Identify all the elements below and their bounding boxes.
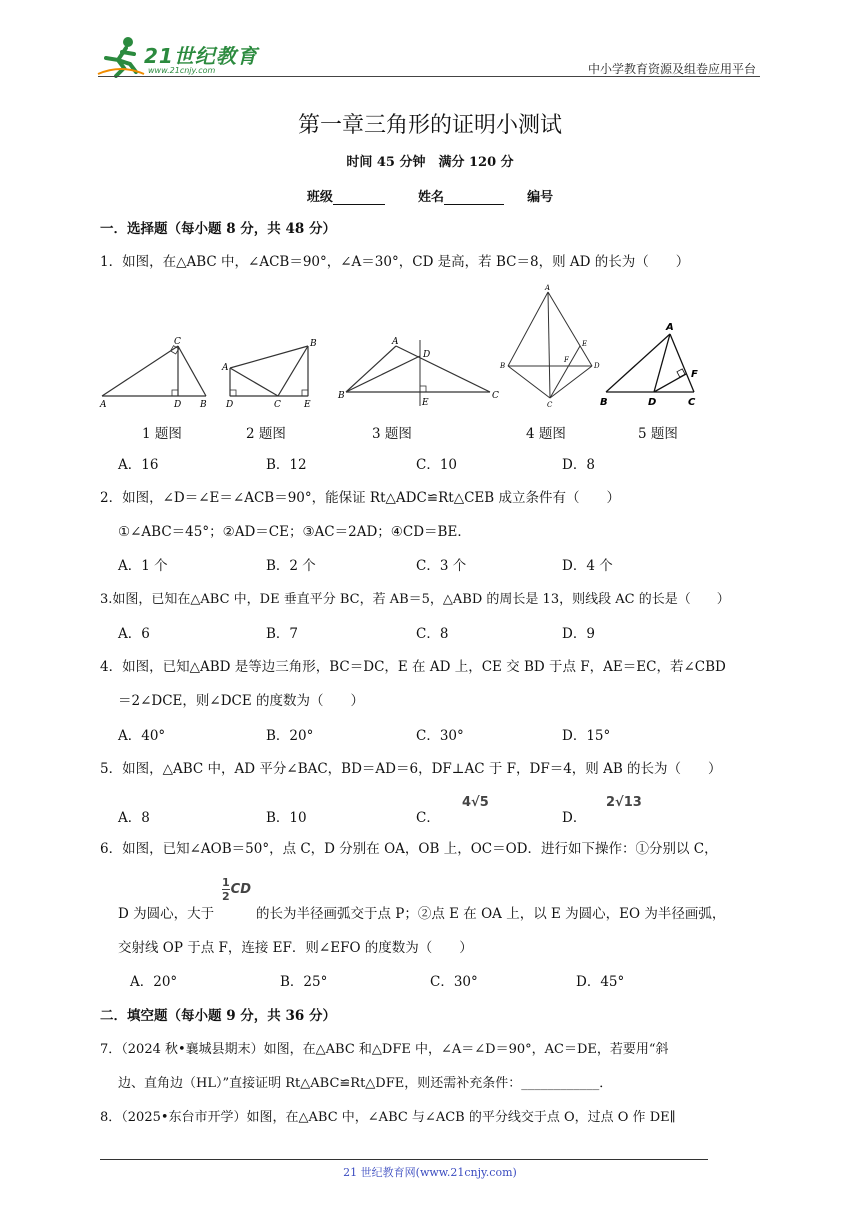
q6-option-b[interactable]: B．25° xyxy=(280,974,328,990)
fraction-half-cd: $\frac{1}{2}$ CD xyxy=(222,876,251,903)
q3-option-c[interactable]: C．8 xyxy=(416,626,449,642)
question-6-text-line1: 6．如图，已知∠AOB＝50°，点 C，D 分别在 OA，OB 上，OC＝OD．进行如下操作：①分别以 C， xyxy=(100,841,718,857)
section-fill-heading: 二．填空题（每小题 9 分，共 36 分） xyxy=(100,1008,336,1024)
svg-text:E: E xyxy=(422,398,429,408)
svg-text:D: D xyxy=(226,400,234,410)
question-5-text: 5．如图，△ABC 中，AD 平分∠BAC，BD＝AD＝6，DF⊥AC 于 F，DF＝4，则 AB 的长为（ ） xyxy=(100,761,722,777)
figure-1-caption: 1 题图 xyxy=(142,426,182,442)
q6-option-d[interactable]: D．45° xyxy=(576,974,625,990)
svg-text:F: F xyxy=(691,369,698,380)
question-7-text-line2: 边、直角边（HL）”直接证明 Rt△ABC≌Rt△DFE，则还需补充条件：____________． xyxy=(118,1076,613,1091)
svg-text:A: A xyxy=(666,322,674,333)
q2-option-b[interactable]: B．2 个 xyxy=(266,558,316,574)
header-divider xyxy=(98,76,760,77)
question-3-text: 3.如图，已知在△ABC 中，DE 垂直平分 BC，若 AB＝5，△ABD 的周长是 13，则线段 AC 的长是（ ） xyxy=(100,592,730,607)
q4-option-c[interactable]: C．30° xyxy=(416,728,464,744)
question-6-text-line2a: D 为圆心，大于 xyxy=(118,906,215,922)
question-4-text-line2: ＝2∠DCE，则∠DCE 的度数为（ ） xyxy=(118,693,365,709)
q5-option-a[interactable]: A．8 xyxy=(118,810,150,826)
svg-text:E: E xyxy=(582,340,588,348)
q2-option-d[interactable]: D．4 个 xyxy=(562,558,613,574)
figure-1 xyxy=(99,337,207,410)
question-2-text: 2．如图，∠D＝∠E＝∠ACB＝90°，能保证 Rt△ADC≌Rt△CEB 成立条件有（ ） xyxy=(100,490,620,506)
q1-option-b[interactable]: B．12 xyxy=(266,457,307,473)
figure-4-caption: 4 题图 xyxy=(526,426,566,442)
figure-2-caption: 2 题图 xyxy=(246,426,286,442)
svg-text:D: D xyxy=(423,350,431,360)
svg-text:D: D xyxy=(174,400,182,410)
page-title: 第一章三角形的证明小测试 xyxy=(297,113,562,138)
question-6-text-line2b: 的长为半径画弧交于点 P；②点 E 在 OA 上，以 E 为圆心，EO 为半径画弧， xyxy=(256,906,726,922)
svg-text:E: E xyxy=(304,400,311,410)
q6-option-c[interactable]: C．30° xyxy=(430,974,478,990)
question-7-text-line1: 7．（2024 秋•襄城县期末）如图，在△ABC 和△DFE 中，∠A＝∠D＝90°，AC＝DE，若要用“斜 xyxy=(100,1042,669,1057)
svg-text:D: D xyxy=(648,397,657,408)
q2-option-a[interactable]: A．1 个 xyxy=(118,558,168,574)
svg-text:F: F xyxy=(564,356,569,364)
q1-option-d[interactable]: D．8 xyxy=(562,457,595,473)
name-blank[interactable] xyxy=(444,190,504,205)
exam-subtitle: 时间 45 分钟 满分 120 分 xyxy=(346,155,514,170)
q6-option-a[interactable]: A．20° xyxy=(130,974,178,990)
question-8-text: 8．（2025•东台市开学）如图，在△ABC 中，∠ABC 与∠ACB 的平分线交于点 O，过点 O 作 DE∥ xyxy=(100,1110,676,1125)
q1-option-c[interactable]: C．10 xyxy=(416,457,458,473)
number-label: 编号 xyxy=(527,190,554,205)
svg-text:A: A xyxy=(100,400,107,410)
class-label: 班级 xyxy=(306,190,333,205)
q5-option-c-math: 4√5 xyxy=(462,795,489,810)
svg-text:B: B xyxy=(338,391,345,401)
q4-option-d[interactable]: D．15° xyxy=(562,728,611,744)
figure-4 xyxy=(499,284,600,409)
runner-logo-icon xyxy=(96,34,146,78)
figure-2 xyxy=(221,339,317,410)
q2-option-c[interactable]: C．3 个 xyxy=(416,558,467,574)
svg-text:A: A xyxy=(545,284,551,292)
q5-option-c[interactable]: C． xyxy=(416,810,440,826)
svg-text:B: B xyxy=(310,339,317,349)
footer-link[interactable]: 21 世纪教育网(www.21cnjy.com) xyxy=(343,1166,517,1179)
q5-option-d[interactable]: D． xyxy=(562,810,587,826)
q5-option-b[interactable]: B．10 xyxy=(266,810,307,826)
svg-text:C: C xyxy=(688,397,696,408)
q3-option-d[interactable]: D．9 xyxy=(562,626,595,642)
q4-option-a[interactable]: A．40° xyxy=(118,728,166,744)
q1-option-a[interactable]: A．16 xyxy=(118,457,159,473)
figure-5-caption: 5 题图 xyxy=(638,426,678,442)
svg-text:D: D xyxy=(594,362,600,370)
section-choice-heading: 一．选择题（每小题 8 分，共 48 分） xyxy=(100,221,336,237)
figures-row xyxy=(98,284,718,414)
figure-5 xyxy=(600,322,698,408)
svg-text:A: A xyxy=(222,363,229,373)
q4-option-b[interactable]: B．20° xyxy=(266,728,314,744)
header-platform-text: 中小学教育资源及组卷应用平台 xyxy=(587,62,756,76)
svg-text:C: C xyxy=(547,401,553,409)
svg-text:C: C xyxy=(492,391,499,401)
figure-3-caption: 3 题图 xyxy=(372,426,412,442)
logo-text: 21世纪教育 xyxy=(144,44,258,68)
class-info xyxy=(0,186,860,205)
svg-text:B: B xyxy=(500,362,506,370)
svg-text:C: C xyxy=(274,400,281,410)
question-2-conditions: ①∠ABC＝45°；②AD＝CE；③AC＝2AD；④CD＝BE． xyxy=(118,524,471,540)
q5-option-d-math: 2√13 xyxy=(606,795,642,810)
q3-option-a[interactable]: A．6 xyxy=(118,626,150,642)
question-4-text-line1: 4．如图，已知△ABD 是等边三角形，BC＝DC，E 在 AD 上，CE 交 BD 于点 F，AE＝EC，若∠CBD xyxy=(100,659,726,675)
logo-url: www.21cnjy.com xyxy=(148,66,216,75)
svg-text:B: B xyxy=(600,397,608,408)
svg-text:A: A xyxy=(392,337,399,347)
svg-text:B: B xyxy=(200,400,207,410)
question-6-text-line3: 交射线 OP 于点 F，连接 EF．则∠EFO 的度数为（ ） xyxy=(118,940,473,956)
footer-divider xyxy=(100,1159,708,1160)
question-1-text: 1．如图，在△ABC 中，∠ACB＝90°，∠A＝30°，CD 是高，若 BC＝8，则 AD 的长为（ ） xyxy=(100,254,690,270)
svg-text:C: C xyxy=(174,337,181,347)
q3-option-b[interactable]: B．7 xyxy=(266,626,299,642)
name-label: 姓名 xyxy=(417,190,444,205)
figure-3 xyxy=(337,337,499,408)
class-blank[interactable] xyxy=(333,190,385,205)
